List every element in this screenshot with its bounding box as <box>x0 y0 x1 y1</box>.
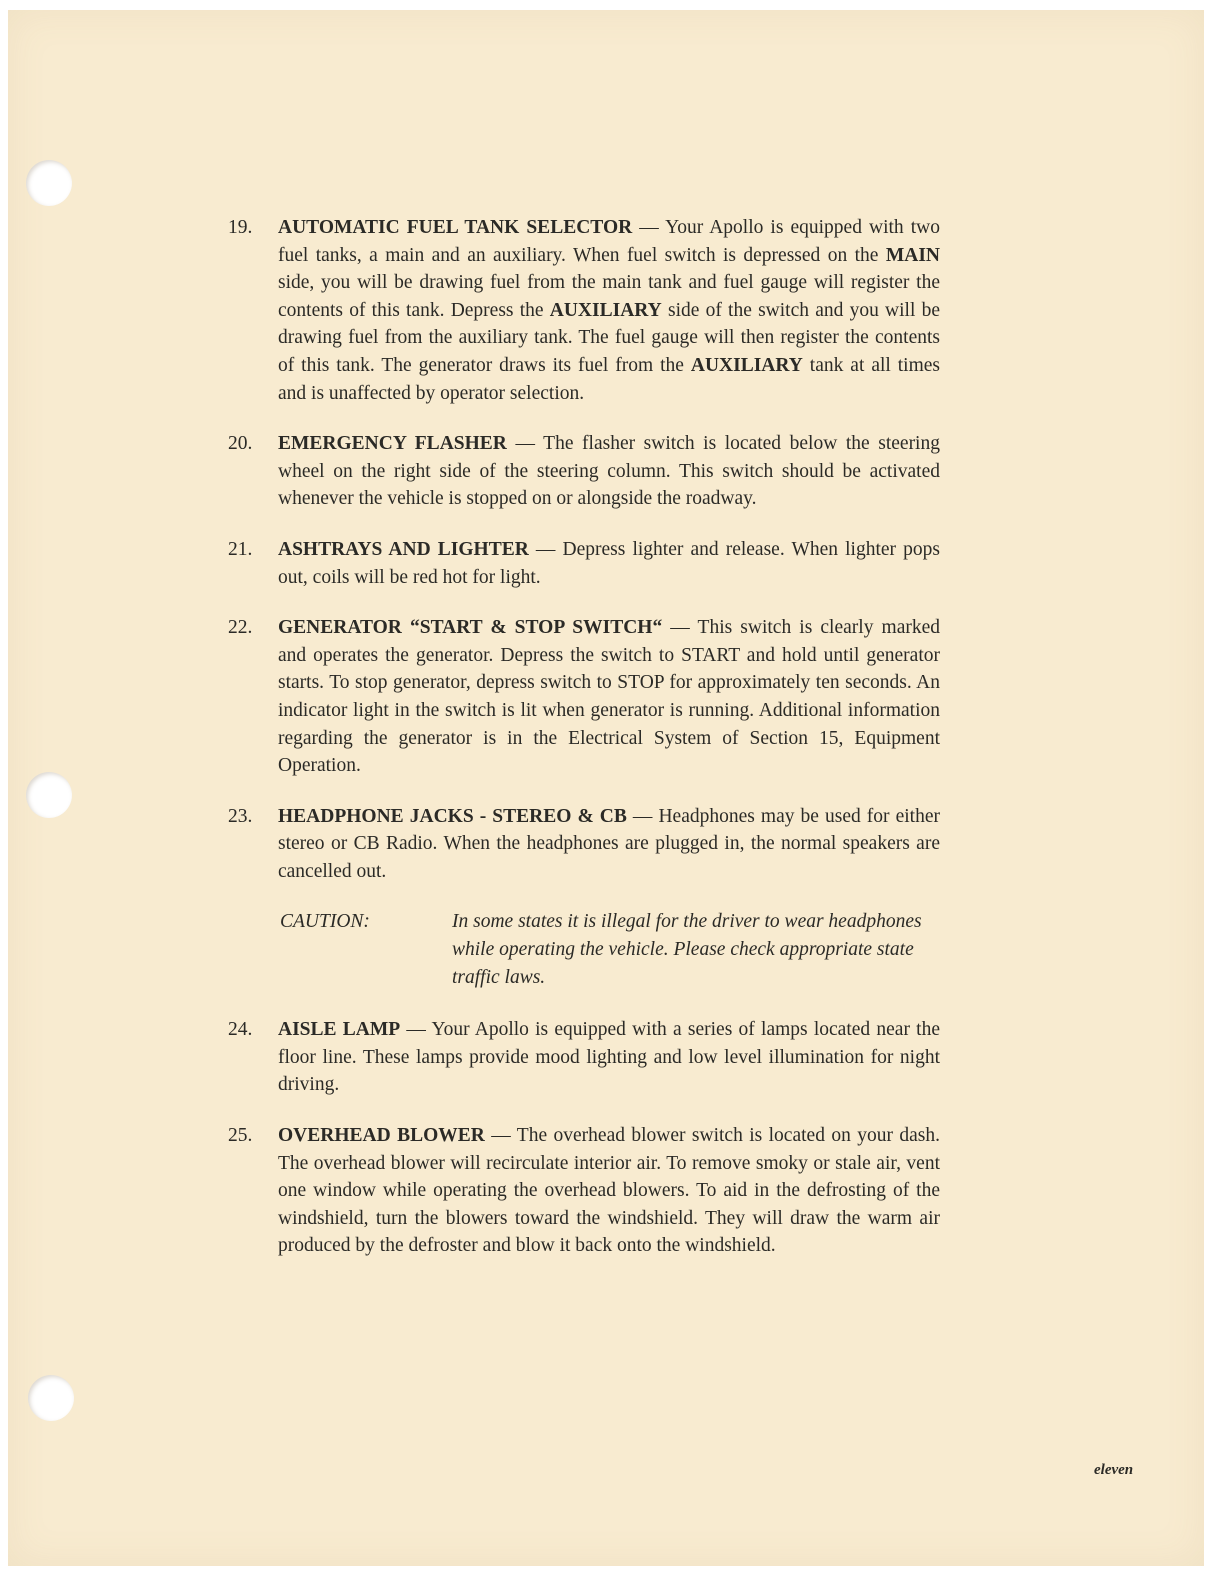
punch-hole-top <box>26 160 72 206</box>
keyword-main: MAIN <box>885 244 940 266</box>
item-25-overhead-blower <box>228 1122 940 1260</box>
item-19-automatic-fuel-tank-selector <box>228 214 940 407</box>
item-20-emergency-flasher <box>228 430 940 513</box>
item-text: tank at all times and is unaffected by operator selection. <box>278 354 940 404</box>
page-content <box>228 214 940 1283</box>
item-title: HEADPHONE JACKS - STEREO & CB <box>278 805 627 827</box>
caution-note <box>280 908 940 991</box>
item-number: 24. <box>228 1019 253 1041</box>
caution-text: In some states it is illegal for the driver to wear headphones while operating the vehicle. Please check appropriate state traffic laws. <box>452 911 922 988</box>
keyword-auxiliary: AUXILIARY <box>549 299 662 321</box>
item-title: EMERGENCY FLASHER <box>278 433 507 455</box>
item-number: 21. <box>228 538 253 560</box>
item-number: 20. <box>228 433 253 455</box>
item-text: — The overhead blower switch is located on your dash. The overhead blower will recirculate interior air. To remove smoky or stale air, vent one window while operating the overhead blowers. To aid in the defrosting of the windshield, turn the blowers toward the windshield. They will draw the warm air produced by the defroster and blow it back onto the windshield. <box>278 1125 941 1257</box>
caution-label: CAUTION: <box>280 911 370 933</box>
item-text: — The flasher switch is located below the steering wheel on the right side of the steering column. This switch should be activated whenever the vehicle is stopped on or alongside the roadway. <box>278 433 940 510</box>
item-text: — Your Apollo is equipped with a series of lamps located near the floor line. These lamps provide mood lighting and low level illumination for night driving. <box>278 1019 941 1096</box>
item-text: side, you will be drawing fuel from the main tank and fuel gauge will register the contents of this tank. Depress the <box>278 272 940 321</box>
item-number: 23. <box>228 805 253 827</box>
item-title: GENERATOR “START & STOP SWITCH“ <box>278 617 663 639</box>
item-number: 19. <box>228 217 253 238</box>
punch-hole-middle <box>26 772 72 818</box>
item-24-aisle-lamp <box>228 1016 940 1099</box>
item-title: ASHTRAYS AND LIGHTER <box>278 538 529 560</box>
item-text: — Depress lighter and release. When lighter pops out, coils will be red hot for light. <box>278 538 940 588</box>
item-text: — This switch is clearly marked and operates the generator. Depress the switch to START and hold until generator starts. To stop generator, depress switch to STOP for approximately ten seconds. An indicator light in the switch is lit when generator is running. Additional information regarding the generator is in the Electrical System of Section 15, Equipment Operation. <box>278 617 941 777</box>
item-title: OVERHEAD BLOWER <box>278 1125 485 1147</box>
item-number: 25. <box>228 1125 253 1147</box>
item-23-headphone-jacks <box>228 803 940 886</box>
item-title: AUTOMATIC FUEL TANK SELECTOR <box>278 217 633 238</box>
item-21-ashtrays-and-lighter <box>228 536 940 591</box>
punch-hole-bottom <box>28 1375 74 1421</box>
item-text: side of the switch and you will be drawing fuel from the auxiliary tank. The fuel gauge will then register the contents of this tank. The generator draws its fuel from the <box>278 299 940 376</box>
keyword-auxiliary: AUXILIARY <box>690 354 803 376</box>
item-22-generator-switch <box>228 614 940 780</box>
item-text: — Headphones may be used for either stereo or CB Radio. When the headphones are plugged in, the normal speakers are cancelled out. <box>278 805 940 882</box>
page-number: eleven <box>1094 1462 1134 1478</box>
item-number: 22. <box>228 617 253 639</box>
item-title: AISLE LAMP <box>278 1019 401 1041</box>
item-text: — Your Apollo is equipped with two fuel tanks, a main and an auxiliary. When fuel switch is depressed on the <box>278 217 940 266</box>
